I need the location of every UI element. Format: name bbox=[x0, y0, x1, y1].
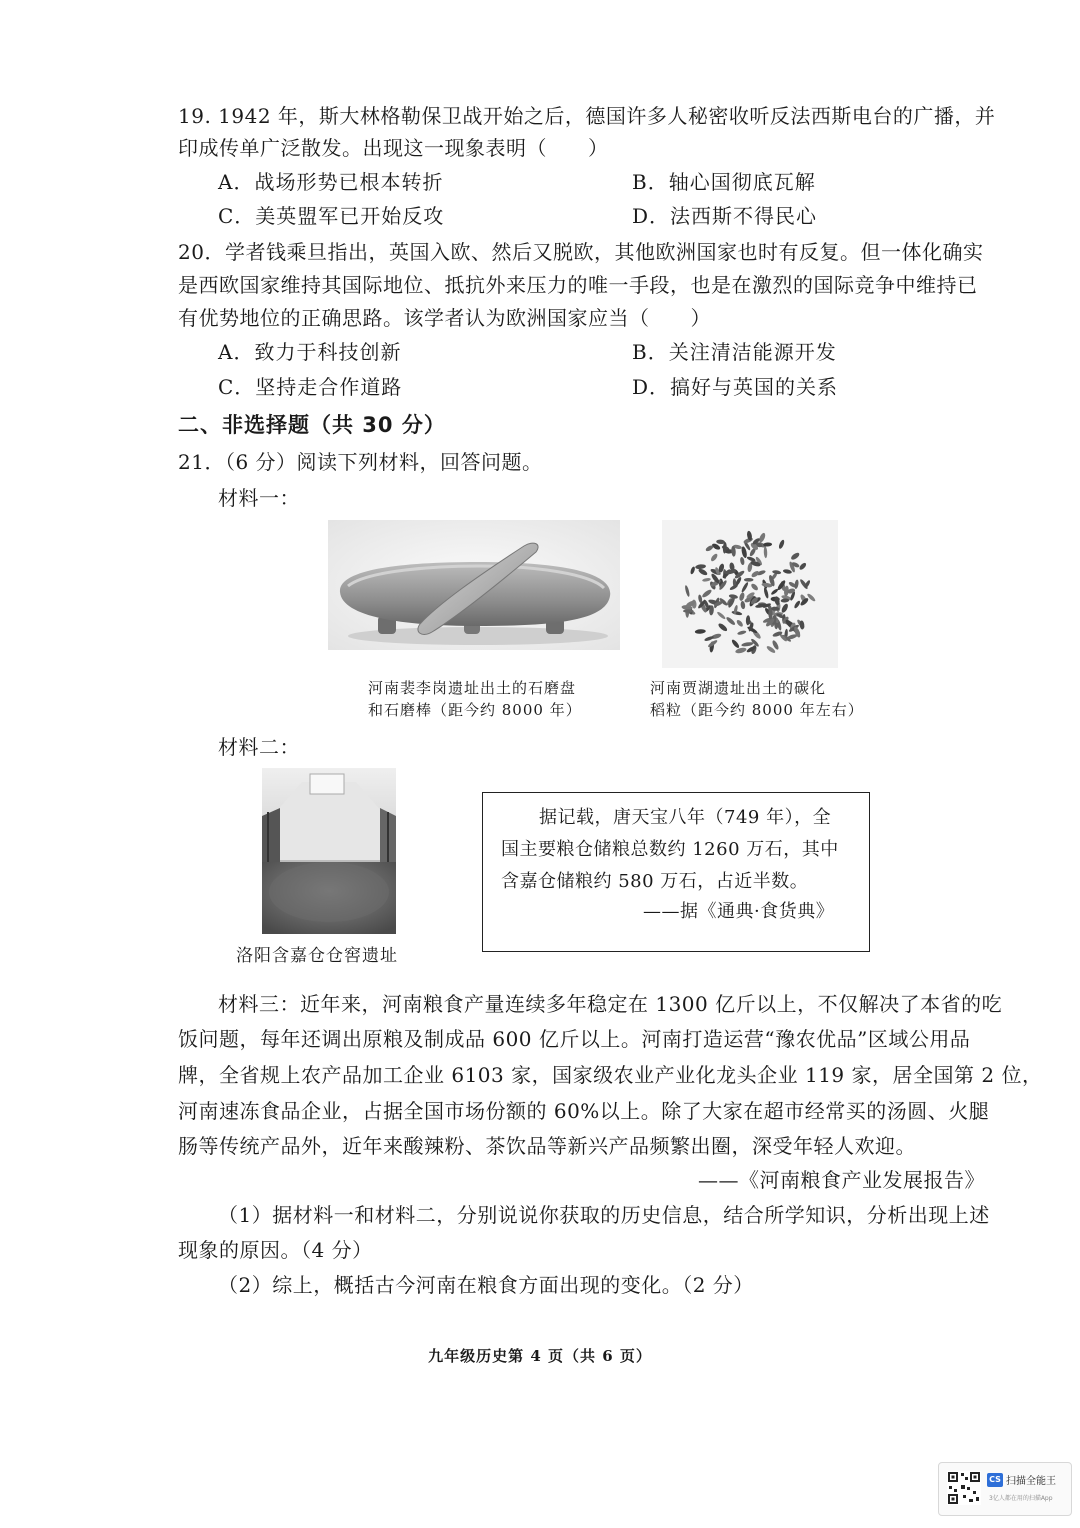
scanner-watermark bbox=[938, 1462, 1072, 1516]
q19-option-c: C．美英盟军已开始反攻 bbox=[218, 204, 445, 228]
granary-cellar-image bbox=[262, 768, 396, 934]
material3-line5: 肠等传统产品外，近年来酸辣粉、茶饮品等新兴产品频繁出圈，深受年轻人欢迎。 bbox=[178, 1134, 916, 1158]
material1-label: 材料一： bbox=[218, 486, 300, 510]
material3-line2: 饭问题，每年还调出原粮及制成品 600 亿斤以上。河南打造运营“豫农优品”区域公用品 bbox=[178, 1027, 971, 1051]
material3-source: ——《河南粮食产业发展报告》 bbox=[698, 1168, 985, 1192]
image1-caption-line1: 河南裴李岗遗址出土的石磨盘 bbox=[368, 679, 577, 697]
rice-grain bbox=[744, 578, 754, 582]
q20-option-a: A．致力于科技创新 bbox=[218, 340, 402, 364]
carbonized-rice-image bbox=[662, 520, 838, 668]
q19-option-b: B．轴心国彻底瓦解 bbox=[632, 170, 816, 194]
q19-option-a: A．战场形势已根本转折 bbox=[218, 170, 444, 194]
q20-stem-line1: 20．学者钱乘旦指出，英国入欧、然后又脱欧，其他欧洲国家也时有反复。但一体化确实 bbox=[178, 240, 984, 264]
scanner-app-tagline: 3亿人都在用的扫描App bbox=[989, 1495, 1053, 1502]
material3-line4: 河南速冻食品企业，占据全国市场份额的 60%以上。除了大家在超市经常买的汤圆、火腿 bbox=[178, 1099, 990, 1123]
q19-stem-line2: 印成传单广泛散发。出现这一现象表明（ ） bbox=[178, 136, 609, 160]
image2-caption-line1: 河南贾湖遗址出土的碳化 bbox=[650, 679, 827, 697]
material3-line3: 牌，全省规上农产品加工企业 6103 家，国家级农业产业化龙头企业 119 家，居全国第 2 位， bbox=[178, 1063, 1043, 1087]
q19-option-d: D．法西斯不得民心 bbox=[632, 204, 818, 228]
sub-question-1-line1: （1）据材料一和材料二，分别说说你获取的历史信息，结合所学知识，分析出现上述 bbox=[218, 1203, 990, 1227]
qr-code-icon bbox=[947, 1471, 981, 1505]
page-footer: 九年级历史第 4 页（共 6 页） bbox=[428, 1347, 652, 1365]
q20-option-b: B．关注清洁能源开发 bbox=[632, 340, 837, 364]
q20-stem-line3: 有优势地位的正确思路。该学者认为欧洲国家应当（ ） bbox=[178, 306, 711, 330]
quote-box bbox=[482, 792, 870, 952]
image1-caption-line2: 和石磨棒（距今约 8000 年） bbox=[368, 701, 582, 719]
scanner-logo-icon: CS bbox=[987, 1473, 1003, 1487]
quote-line1: 据记载，唐天宝八年（749 年），全 bbox=[539, 807, 832, 828]
q20-option-d: D．搞好与英国的关系 bbox=[632, 375, 839, 399]
q21-intro: 21．（6 分）阅读下列材料，回答问题。 bbox=[178, 450, 543, 474]
rice-grain bbox=[683, 609, 694, 612]
image3-caption: 洛阳含嘉仓仓窖遗址 bbox=[236, 946, 398, 966]
image2-caption-line2: 稻粒（距今约 8000 年左右） bbox=[650, 701, 864, 719]
sub-question-1-line2: 现象的原因。（4 分） bbox=[178, 1238, 373, 1262]
material2-label: 材料二： bbox=[218, 735, 300, 759]
material3-line1: 材料三：近年来，河南粮食产量连续多年稳定在 1300 亿斤以上，不仅解决了本省的吃 bbox=[218, 992, 1003, 1016]
grinding-stone-image bbox=[328, 520, 620, 650]
q20-option-c: C．坚持走合作道路 bbox=[218, 375, 403, 399]
quote-line2: 国主要粮仓储粮总数约 1260 万石，其中 bbox=[501, 839, 839, 860]
quote-line3: 含嘉仓储粮约 580 万石，占近半数。 bbox=[501, 871, 809, 892]
q19-stem-line1: 19. 1942 年，斯大林格勒保卫战开始之后，德国许多人秘密收听反法西斯电台的广播，并 bbox=[178, 104, 996, 128]
section-heading: 二、非选择题（共 30 分） bbox=[178, 413, 446, 437]
q20-stem-line2: 是西欧国家维持其国际地位、抵抗外来压力的唯一手段，也是在激烈的国际竞争中维持已 bbox=[178, 273, 978, 297]
quote-source: ——据《通典·食货典》 bbox=[643, 901, 835, 922]
scanner-app-name: 扫描全能王 bbox=[1006, 1476, 1056, 1487]
sub-question-2: （2）综上，概括古今河南在粮食方面出现的变化。（2 分） bbox=[218, 1273, 754, 1297]
